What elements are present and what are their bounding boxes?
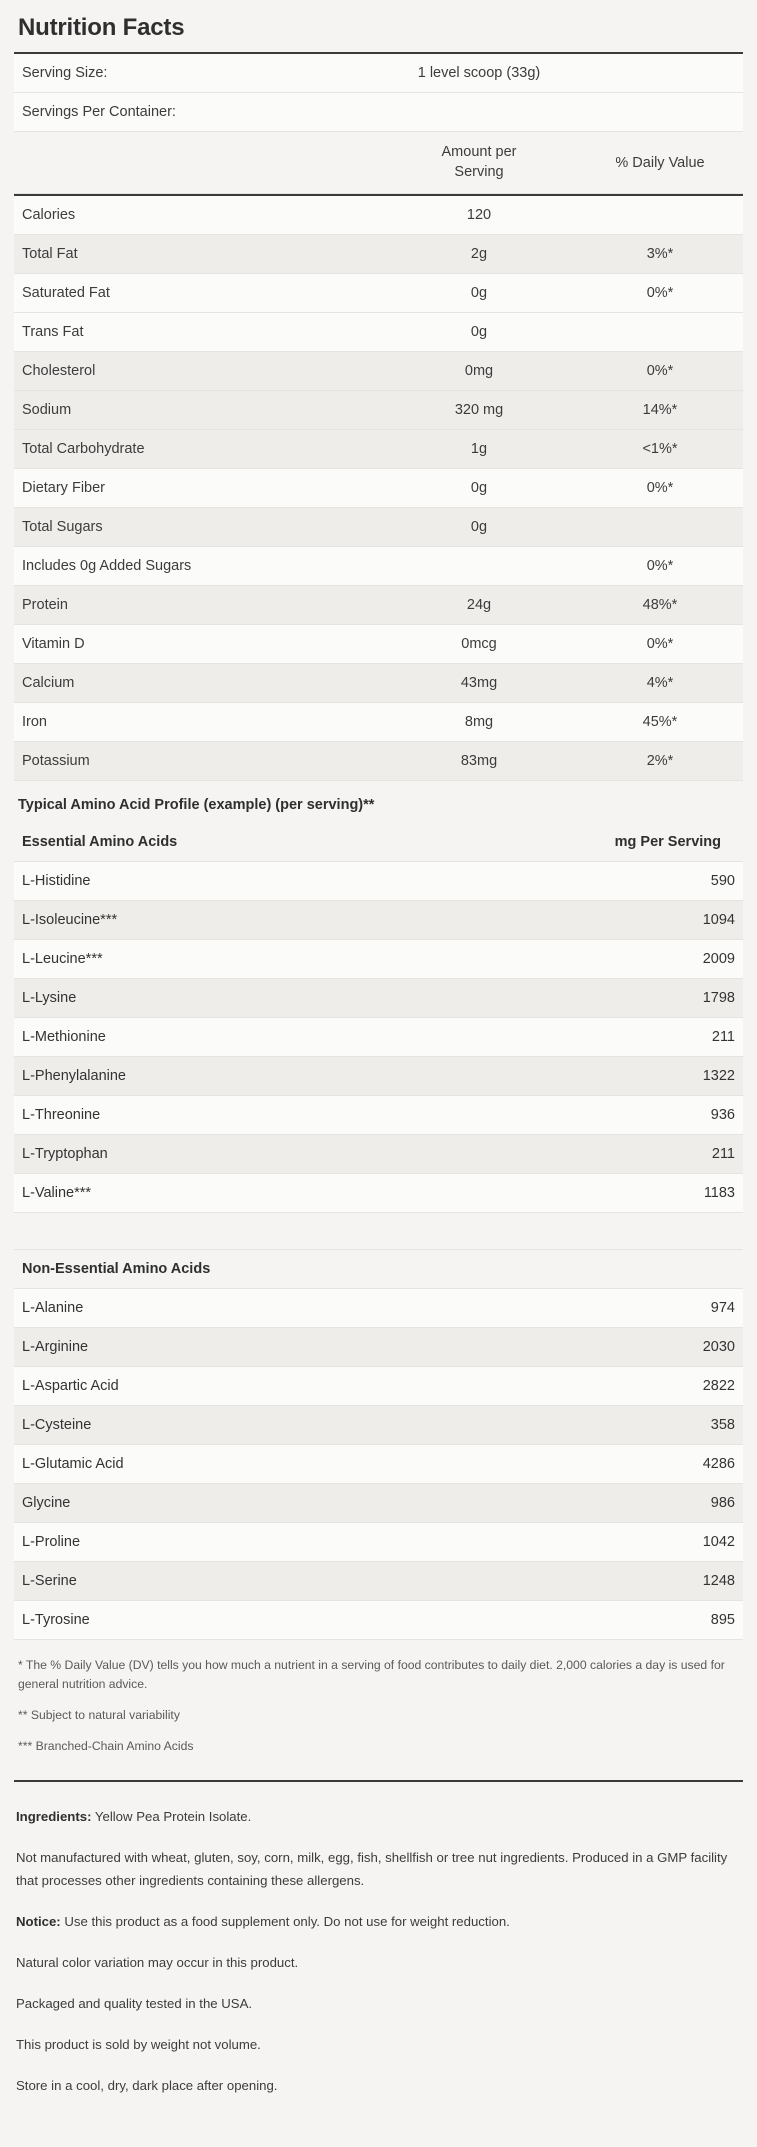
amount-header-line1: Amount per bbox=[441, 144, 517, 160]
nutrient-dv bbox=[577, 195, 743, 235]
table-row bbox=[14, 1523, 743, 1562]
table-row bbox=[14, 469, 743, 508]
amino-value: 974 bbox=[553, 1289, 743, 1328]
amino-value: 1798 bbox=[553, 979, 743, 1018]
amount-header-line2: Serving bbox=[454, 163, 504, 180]
nutrient-amount: 2g bbox=[381, 235, 577, 274]
essential-amino-table bbox=[14, 823, 743, 1640]
table-row bbox=[14, 586, 743, 625]
amino-value: 1042 bbox=[553, 1523, 743, 1562]
info-line: Natural color variation may occur in this product. bbox=[16, 1955, 299, 1971]
serving-size-label: Serving Size: bbox=[14, 54, 381, 93]
amino-value: 1183 bbox=[553, 1174, 743, 1213]
table-row bbox=[14, 1096, 743, 1135]
table-row bbox=[14, 1018, 743, 1057]
nutrient-label: Total Sugars bbox=[14, 508, 381, 547]
nutrient-dv: 14%* bbox=[577, 391, 743, 430]
nutrient-label: Calcium bbox=[14, 664, 381, 703]
table-row bbox=[14, 742, 743, 781]
nutrient-amount bbox=[381, 547, 577, 586]
table-row bbox=[14, 391, 743, 430]
amino-value: 1094 bbox=[553, 901, 743, 940]
page-title: Nutrition Facts bbox=[18, 14, 185, 41]
amino-name: L-Isoleucine*** bbox=[14, 901, 553, 940]
mg-per-serving-header: mg Per Serving bbox=[553, 823, 743, 862]
footnote-bcaa: *** Branched-Chain Amino Acids bbox=[18, 1738, 194, 1753]
nutrient-label: Vitamin D bbox=[14, 625, 381, 664]
nutrient-amount: 24g bbox=[381, 586, 577, 625]
table-row bbox=[14, 1406, 743, 1445]
nutrient-amount: 0g bbox=[381, 274, 577, 313]
nutrient-header-blank bbox=[14, 132, 381, 194]
table-row bbox=[14, 1057, 743, 1096]
amino-value: 211 bbox=[553, 1135, 743, 1174]
nutrient-label: Total Carbohydrate bbox=[14, 430, 381, 469]
nutrient-amount: 0mcg bbox=[381, 625, 577, 664]
amino-name: L-Histidine bbox=[14, 862, 553, 901]
table-row bbox=[14, 195, 743, 235]
amino-name: L-Phenylalanine bbox=[14, 1057, 553, 1096]
notice-label: Notice: bbox=[16, 1914, 61, 1930]
table-row bbox=[14, 625, 743, 664]
amino-name: L-Serine bbox=[14, 1562, 553, 1601]
table-row bbox=[14, 1328, 743, 1367]
ingredients-label: Ingredients: bbox=[16, 1808, 92, 1824]
footnote-daily-value: * The % Daily Value (DV) tells you how much a nutrient in a serving of food contributes to daily diet. 2,000 calories a day is used for general nutrition advice. bbox=[18, 1658, 725, 1692]
nutrient-amount: 0g bbox=[381, 469, 577, 508]
nutrient-dv bbox=[577, 313, 743, 352]
nutrient-amount: 83mg bbox=[381, 742, 577, 781]
table-row bbox=[14, 430, 743, 469]
serving-size-spacer bbox=[577, 54, 743, 93]
nutrient-label: Sodium bbox=[14, 391, 381, 430]
table-row bbox=[14, 508, 743, 547]
amino-name: L-Tyrosine bbox=[14, 1601, 553, 1640]
amino-value: 590 bbox=[553, 862, 743, 901]
nutrient-amount: 320 mg bbox=[381, 391, 577, 430]
nutrient-amount: 8mg bbox=[381, 703, 577, 742]
nutrient-dv bbox=[577, 508, 743, 547]
ingredients-line bbox=[14, 1796, 743, 1837]
amino-profile-title: Typical Amino Acid Profile (example) (per serving)** bbox=[18, 797, 375, 814]
nutrient-dv: 2%* bbox=[577, 742, 743, 781]
amino-value: 211 bbox=[553, 1018, 743, 1057]
nutrient-label: Includes 0g Added Sugars bbox=[14, 547, 381, 586]
amino-name: L-Glutamic Acid bbox=[14, 1445, 553, 1484]
table-row bbox=[14, 1484, 743, 1523]
amino-name: L-Aspartic Acid bbox=[14, 1367, 553, 1406]
amino-name: L-Valine*** bbox=[14, 1174, 553, 1213]
table-row bbox=[14, 235, 743, 274]
serving-size-value: 1 level scoop (33g) bbox=[381, 54, 577, 93]
amino-value: 895 bbox=[553, 1601, 743, 1640]
table-row bbox=[14, 93, 743, 132]
amino-name: L-Threonine bbox=[14, 1096, 553, 1135]
notice-line bbox=[14, 1901, 743, 1942]
amino-value: 1248 bbox=[553, 1562, 743, 1601]
daily-value-header: % Daily Value bbox=[577, 132, 743, 194]
nutrient-dv: 0%* bbox=[577, 547, 743, 586]
amino-value: 986 bbox=[553, 1484, 743, 1523]
table-row bbox=[14, 1562, 743, 1601]
amino-value: 4286 bbox=[553, 1445, 743, 1484]
ingredients-block bbox=[14, 1782, 743, 2107]
table-row bbox=[14, 1367, 743, 1406]
section-spacer bbox=[14, 1213, 743, 1250]
essential-header-row bbox=[14, 823, 743, 862]
nutrient-dv: <1%* bbox=[577, 430, 743, 469]
table-row bbox=[14, 352, 743, 391]
info-line: Packaged and quality tested in the USA. bbox=[16, 1996, 253, 2012]
serving-table bbox=[14, 54, 743, 132]
nutrient-amount: 43mg bbox=[381, 664, 577, 703]
amino-name: L-Arginine bbox=[14, 1328, 553, 1367]
nutrient-label: Potassium bbox=[14, 742, 381, 781]
nutrient-label: Trans Fat bbox=[14, 313, 381, 352]
info-line: Store in a cool, dry, dark place after opening. bbox=[16, 2078, 278, 2094]
table-row bbox=[14, 1601, 743, 1640]
table-row bbox=[14, 901, 743, 940]
nutrient-label: Cholesterol bbox=[14, 352, 381, 391]
footnote-variability: ** Subject to natural variability bbox=[18, 1707, 180, 1722]
nutrient-dv: 48%* bbox=[577, 586, 743, 625]
nutrient-dv: 45%* bbox=[577, 703, 743, 742]
nutrient-label: Dietary Fiber bbox=[14, 469, 381, 508]
nutrient-amount: 120 bbox=[381, 195, 577, 235]
amino-name: L-Cysteine bbox=[14, 1406, 553, 1445]
nutrient-label: Total Fat bbox=[14, 235, 381, 274]
amino-value: 358 bbox=[553, 1406, 743, 1445]
nutrient-amount: 0g bbox=[381, 313, 577, 352]
amino-value: 1322 bbox=[553, 1057, 743, 1096]
nutrient-label: Iron bbox=[14, 703, 381, 742]
table-row bbox=[14, 979, 743, 1018]
ingredients-value: Yellow Pea Protein Isolate. bbox=[94, 1808, 252, 1824]
notice-value: Use this product as a food supplement only. Do not use for weight reduction. bbox=[64, 1914, 510, 1930]
table-row bbox=[14, 547, 743, 586]
nutrient-label: Protein bbox=[14, 586, 381, 625]
nutrient-dv: 4%* bbox=[577, 664, 743, 703]
table-row bbox=[14, 54, 743, 93]
amount-per-serving-header bbox=[381, 132, 577, 194]
amino-name: L-Tryptophan bbox=[14, 1135, 553, 1174]
non-essential-header-blank bbox=[553, 1250, 743, 1289]
essential-amino-title: Essential Amino Acids bbox=[14, 823, 553, 862]
allergen-statement: Not manufactured with wheat, gluten, soy, corn, milk, egg, fish, shellfish or tree nut ingredients. Produced in a GMP facility that processes other ingredients containing these allergens. bbox=[16, 1849, 728, 1888]
amino-value: 2030 bbox=[553, 1328, 743, 1367]
nutrient-dv: 3%* bbox=[577, 235, 743, 274]
nutrient-amount: 1g bbox=[381, 430, 577, 469]
amino-name: L-Lysine bbox=[14, 979, 553, 1018]
amino-name: Glycine bbox=[14, 1484, 553, 1523]
table-row bbox=[14, 940, 743, 979]
servings-per-container-spacer bbox=[577, 93, 743, 132]
nutrient-label: Calories bbox=[14, 195, 381, 235]
servings-per-container-value bbox=[381, 93, 577, 132]
non-essential-header-row bbox=[14, 1250, 743, 1289]
servings-per-container-label: Servings Per Container: bbox=[14, 93, 381, 132]
table-row bbox=[14, 313, 743, 352]
nutrient-header-row bbox=[14, 132, 743, 194]
footnotes bbox=[14, 1640, 743, 1774]
amino-name: L-Methionine bbox=[14, 1018, 553, 1057]
amino-name: L-Alanine bbox=[14, 1289, 553, 1328]
amino-value: 2009 bbox=[553, 940, 743, 979]
nutrient-dv: 0%* bbox=[577, 469, 743, 508]
table-row bbox=[14, 1289, 743, 1328]
table-row bbox=[14, 1135, 743, 1174]
nutrient-dv: 0%* bbox=[577, 352, 743, 391]
nutrient-dv: 0%* bbox=[577, 625, 743, 664]
table-row bbox=[14, 703, 743, 742]
table-row bbox=[14, 274, 743, 313]
non-essential-amino-title: Non-Essential Amino Acids bbox=[14, 1250, 553, 1289]
amino-value: 2822 bbox=[553, 1367, 743, 1406]
amino-value: 936 bbox=[553, 1096, 743, 1135]
table-row bbox=[14, 1445, 743, 1484]
amino-name: L-Leucine*** bbox=[14, 940, 553, 979]
nutrient-amount: 0mg bbox=[381, 352, 577, 391]
nutrient-label: Saturated Fat bbox=[14, 274, 381, 313]
nutrient-amount: 0g bbox=[381, 508, 577, 547]
nutrient-dv: 0%* bbox=[577, 274, 743, 313]
nutrients-table bbox=[14, 132, 743, 781]
info-line: This product is sold by weight not volume. bbox=[16, 2037, 261, 2053]
amino-name: L-Proline bbox=[14, 1523, 553, 1562]
table-row bbox=[14, 1174, 743, 1213]
table-row bbox=[14, 664, 743, 703]
table-row bbox=[14, 862, 743, 901]
